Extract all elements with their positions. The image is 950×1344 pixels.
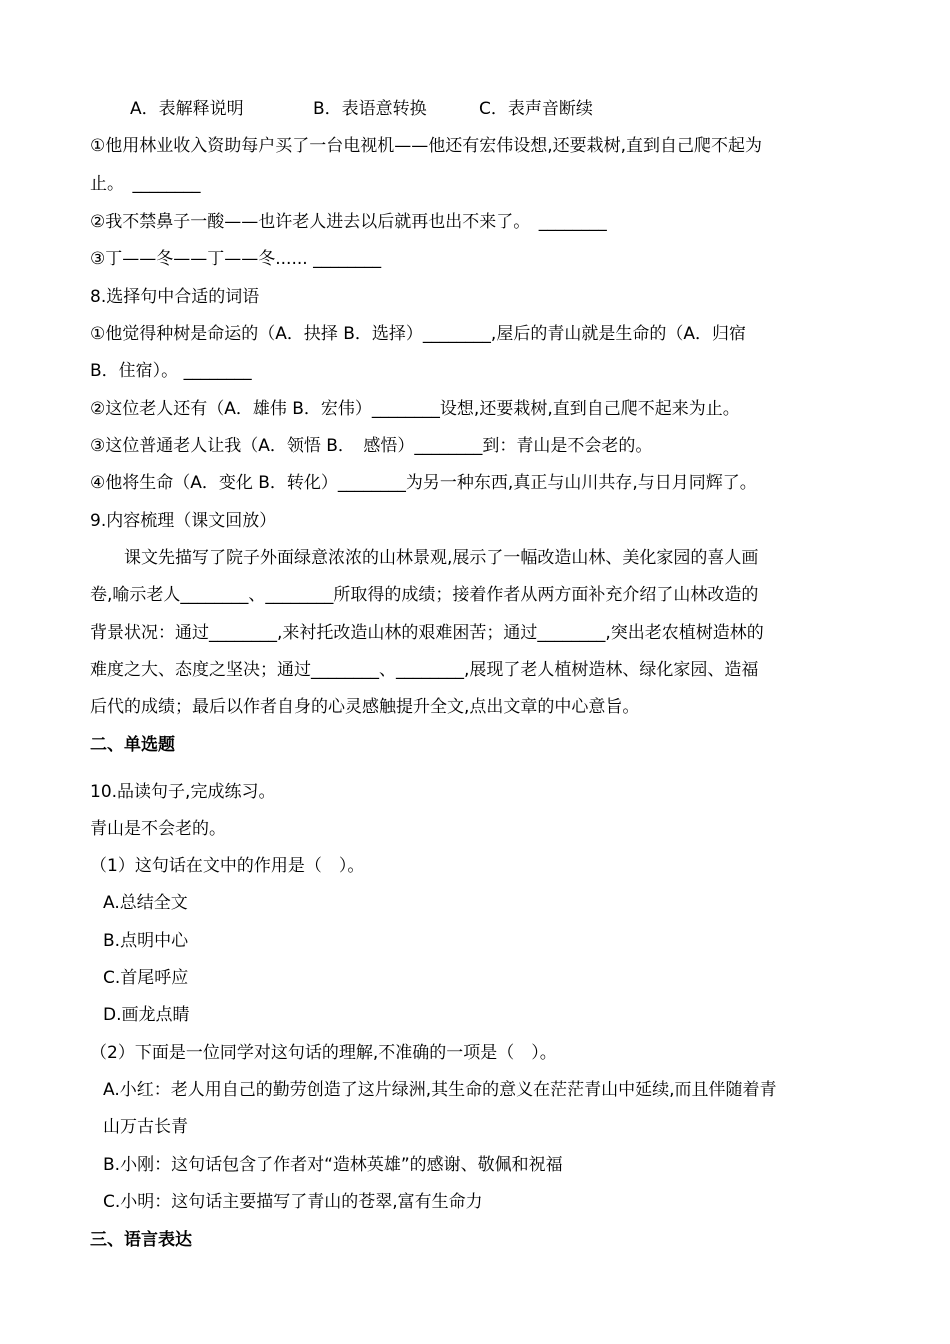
q10-sentence: 青山是不会老的。 [90,819,226,839]
q10-sub2-option-a-line-1: A.小红：老人用自己的勤劳创造了这片绿洲,其生命的意义在茫茫青山中延续,而且伴随着青 [103,1080,777,1100]
q7-option-a: A．表解释说明 [130,99,244,119]
q7-item-3: ③丁——冬——丁——冬...... ________ [90,249,382,269]
q10-sub2-option-b: B.小刚：这句话包含了作者对“造林英雄”的感谢、敬佩和祝福 [103,1155,563,1175]
q8-item-1-line-2: B．住宿）。 ________ [90,361,252,381]
q8-item-3: ③这位普通老人让我（A．领悟 B． 感悟）________到：青山是不会老的。 [90,436,653,456]
q10-sub1-stem: （1）这句话在文中的作用是（ ）。 [90,856,365,876]
q7-options [130,97,593,121]
q10-sub2-stem: （2）下面是一位同学对这句话的理解,不准确的一项是（ ）。 [90,1043,557,1063]
q10-sub1-option-a: A.总结全文 [103,893,188,913]
q7-item-1-line-2: 止。 ________ [90,174,201,194]
q8-item-2: ②这位老人还有（A．雄伟 B．宏伟）________设想,还要栽树,直到自己爬不起来为止。 [90,399,740,419]
q10-sub1-option-d: D.画龙点睛 [103,1005,190,1025]
q7-option-c: C．表声音断续 [479,99,593,119]
q7-option-b: B．表语意转换 [313,99,427,119]
q9-paragraph-line-3: 背景状况：通过________,来衬托改造山林的艰难困苦；通过________,突出老农植树造林的 [90,623,764,643]
q10-sub1-option-b: B.点明中心 [103,931,189,951]
q10-sub1-option-c: C.首尾呼应 [103,968,189,988]
q10-title: 10.品读句子,完成练习。 [90,782,276,802]
q8-title: 8.选择句中合适的词语 [90,287,260,307]
q9-paragraph-line-2: 卷,喻示老人________、________所取得的成绩；接着作者从两方面补充介绍了山林改造的 [90,585,759,605]
q9-paragraph-line-1: 课文先描写了院子外面绿意浓浓的山林景观,展示了一幅改造山林、美化家园的喜人画 [124,548,759,568]
section-3-heading: 三、语言表达 [90,1230,192,1250]
q9-paragraph-line-5: 后代的成绩；最后以作者自身的心灵感触提升全文,点出文章的中心意旨。 [90,697,640,717]
q8-item-1-line-1: ①他觉得种树是命运的（A．抉择 B．选择）________,屋后的青山就是生命的（A．归宿 [90,324,746,344]
q10-sub2-option-c: C.小明：这句话主要描写了青山的苍翠,富有生命力 [103,1192,483,1212]
q9-title: 9.内容梳理（课文回放） [90,511,277,531]
q8-item-4: ④他将生命（A．变化 B．转化）________为另一种东西,真正与山川共存,与日月同辉了。 [90,473,757,493]
q9-paragraph-line-4: 难度之大、态度之坚决；通过________、________,展现了老人植树造林、绿化家园、造福 [90,660,759,680]
q10-sub2-option-a-line-2: 山万古长青 [103,1117,188,1137]
q7-item-1-line-1: ①他用林业收入资助每户买了一台电视机——他还有宏伟设想,还要栽树,直到自己爬不起为 [90,136,763,156]
q7-item-2: ②我不禁鼻子一酸——也许老人进去以后就再也出不来了。 ________ [90,212,607,232]
section-2-heading: 二、单选题 [90,735,175,755]
